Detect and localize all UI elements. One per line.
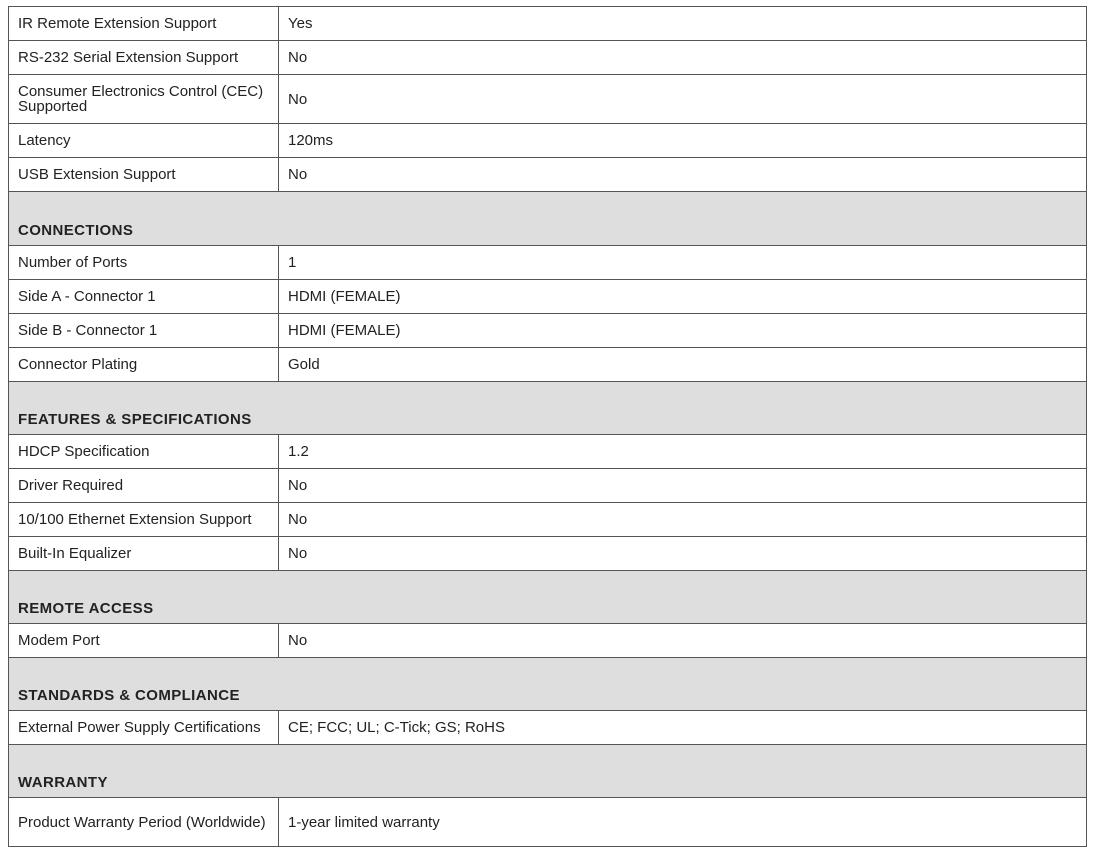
section-title: WARRANTY — [9, 745, 1087, 798]
spec-value: 120ms — [279, 124, 1087, 158]
table-row — [9, 41, 1087, 75]
spec-value: Yes — [279, 7, 1087, 41]
spec-value: No — [279, 537, 1087, 571]
spec-value: No — [279, 75, 1087, 124]
spec-label: Side A - Connector 1 — [9, 280, 279, 314]
table-row — [9, 314, 1087, 348]
table-row — [9, 503, 1087, 537]
spec-label: Built-In Equalizer — [9, 537, 279, 571]
table-row — [9, 7, 1087, 41]
spec-label: HDCP Specification — [9, 435, 279, 469]
spec-value: 1-year limited warranty — [279, 798, 1087, 847]
spec-label: IR Remote Extension Support — [9, 7, 279, 41]
table-row — [9, 246, 1087, 280]
section-title: CONNECTIONS — [9, 192, 1087, 246]
table-row — [9, 624, 1087, 658]
section-title: REMOTE ACCESS — [9, 571, 1087, 624]
spec-value: HDMI (FEMALE) — [279, 314, 1087, 348]
spec-label: Side B - Connector 1 — [9, 314, 279, 348]
spec-value: Gold — [279, 348, 1087, 382]
spec-value: CE; FCC; UL; C-Tick; GS; RoHS — [279, 711, 1087, 745]
spec-label: USB Extension Support — [9, 158, 279, 192]
section-title: FEATURES & SPECIFICATIONS — [9, 382, 1087, 435]
table-row — [9, 124, 1087, 158]
section-header-features — [9, 382, 1087, 435]
section-header-remote-access — [9, 571, 1087, 624]
table-row — [9, 280, 1087, 314]
spec-value: No — [279, 158, 1087, 192]
spec-value: No — [279, 503, 1087, 537]
table-row — [9, 348, 1087, 382]
table-row — [9, 469, 1087, 503]
table-row — [9, 435, 1087, 469]
spec-label: 10/100 Ethernet Extension Support — [9, 503, 279, 537]
spec-label: Latency — [9, 124, 279, 158]
spec-label: Driver Required — [9, 469, 279, 503]
table-row — [9, 537, 1087, 571]
table-row — [9, 75, 1087, 124]
table-row — [9, 711, 1087, 745]
spec-label: Product Warranty Period (Worldwide) — [9, 798, 279, 847]
spec-value: HDMI (FEMALE) — [279, 280, 1087, 314]
spec-label: Connector Plating — [9, 348, 279, 382]
section-header-standards — [9, 658, 1087, 711]
spec-value: 1 — [279, 246, 1087, 280]
spec-value: No — [279, 469, 1087, 503]
section-header-connections — [9, 192, 1087, 246]
table-row — [9, 158, 1087, 192]
spec-table — [8, 6, 1087, 847]
spec-label: Consumer Electronics Control (CEC) Supported — [9, 75, 279, 124]
spec-value: No — [279, 41, 1087, 75]
section-header-warranty — [9, 745, 1087, 798]
spec-label: Modem Port — [9, 624, 279, 658]
spec-value: 1.2 — [279, 435, 1087, 469]
table-row — [9, 798, 1087, 847]
section-title: STANDARDS & COMPLIANCE — [9, 658, 1087, 711]
spec-label: External Power Supply Certifications — [9, 711, 279, 745]
spec-label: RS-232 Serial Extension Support — [9, 41, 279, 75]
spec-value: No — [279, 624, 1087, 658]
spec-label: Number of Ports — [9, 246, 279, 280]
